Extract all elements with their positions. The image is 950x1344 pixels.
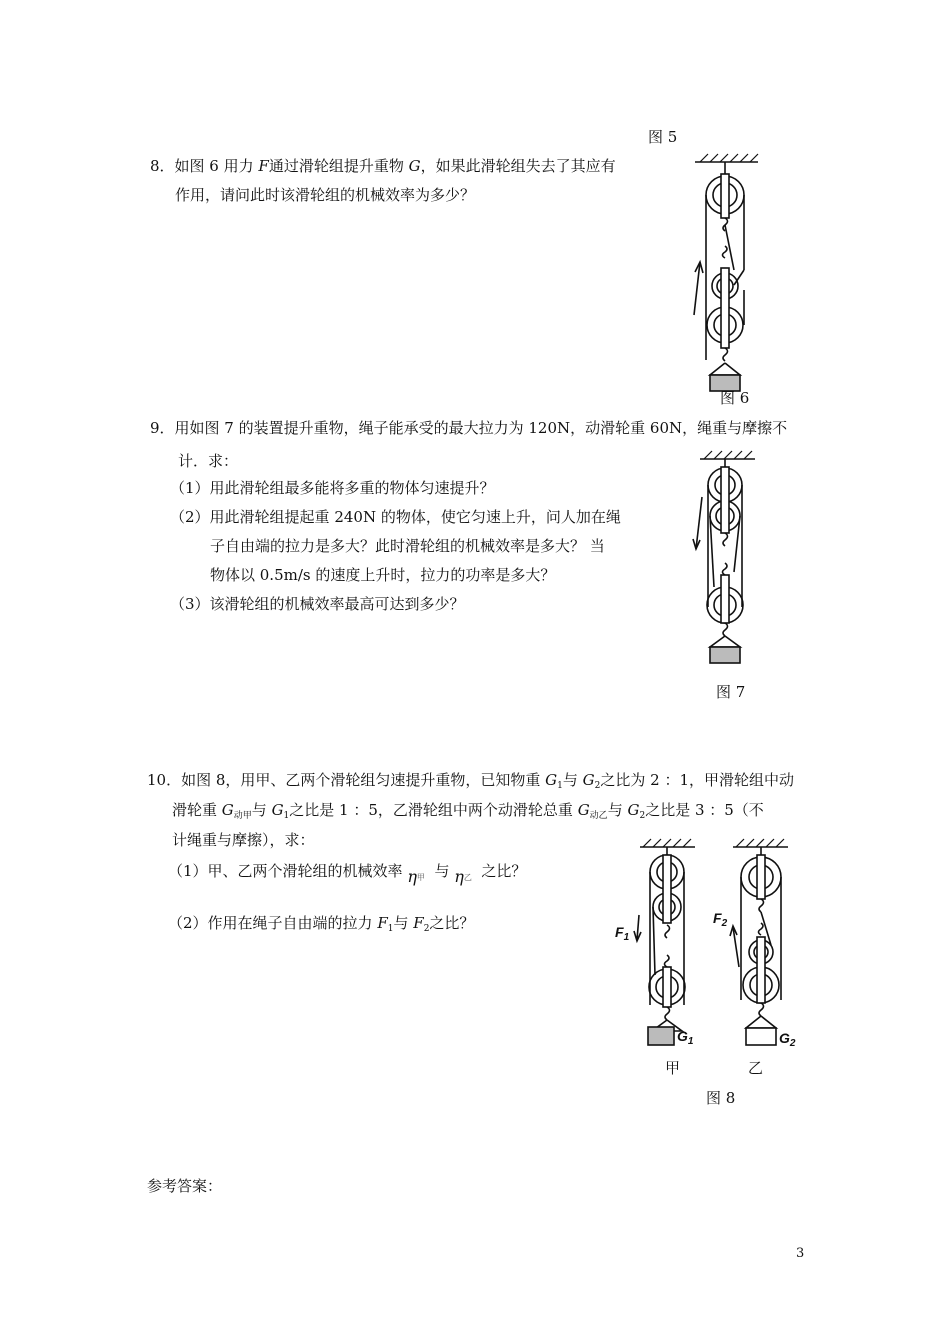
fig8-caption: 图 8 <box>706 1089 736 1107</box>
q10-line4: （1）甲、乙两个滑轮组的机械效率 $\eta_甲$ 与 $\eta_乙$ 之比？ <box>168 862 527 886</box>
q9-line4: （2）用此滑轮组提起重 240N 的物体，使它匀速上升，问人加在绳 <box>170 508 621 526</box>
q10-line2: 滑轮重 $G_{动甲}$与 $G_1$之比是 1 ：5，乙滑轮组中两个动滑轮总重 $G_{动乙}$与 $G_2$之比是 3 ：5（不 <box>172 801 764 821</box>
fig8-F2-label: $F_2$ <box>713 910 728 929</box>
fig8-G2-label: $G_2$ <box>779 1030 796 1049</box>
q10-line3: 计绳重与摩擦），求： <box>172 831 315 849</box>
fig5-caption: 图 5 <box>648 128 678 146</box>
fig8-right-label: 乙 <box>748 1059 764 1077</box>
q10-line1: 10．如图 8，用甲、乙两个滑轮组匀速提升重物，已知物重 $G_1$与 $G_2$之比为 2 ：1，甲滑轮组中动 <box>147 771 795 791</box>
q8-line2: 作用，请问此时该滑轮组的机械效率为多少？ <box>175 186 476 204</box>
q10-line5: （2）作用在绳子自由端的拉力 $F_1$与 $F_2$之比？ <box>168 914 475 934</box>
q9-line1: 9．用如图 7 的装置提升重物，绳子能承受的最大拉力为 120N，动滑轮重 60N，绳重与摩擦不 <box>150 419 788 437</box>
q9-line2: 计．求： <box>178 452 239 470</box>
fig8-G1-label: $G_1$ <box>677 1028 694 1047</box>
fig8-F1-label: $F_1$ <box>615 924 630 943</box>
q9-line6: 物体以 0.5m/s 的速度上升时，拉力的功率是多大？ <box>210 566 556 584</box>
figure-8-pulley-yi <box>705 835 805 1050</box>
answers-heading: 参考答案： <box>147 1177 223 1195</box>
fig7-caption: 图 7 <box>716 683 746 701</box>
figure-7-pulley-diagram <box>690 447 770 667</box>
fig6-caption: 图 6 <box>720 389 750 407</box>
page-number: 3 <box>796 1246 805 1261</box>
fig8-left-label: 甲 <box>665 1059 681 1077</box>
q9-line7: （3）该滑轮组的机械效率最高可达到多少？ <box>170 595 465 613</box>
q9-line5: 子自由端的拉力是多大？此时滑轮组的机械效率是多大？ 当 <box>210 537 605 555</box>
figure-6-pulley-diagram <box>690 150 770 390</box>
figure-8-pulley-jia <box>615 835 710 1050</box>
q8-line1: 8．如图 6 用力 F通过滑轮组提升重物 G，如果此滑轮组失去了其应有 <box>150 157 616 175</box>
q9-line3: （1）用此滑轮组最多能将多重的物体匀速提升？ <box>170 479 495 497</box>
